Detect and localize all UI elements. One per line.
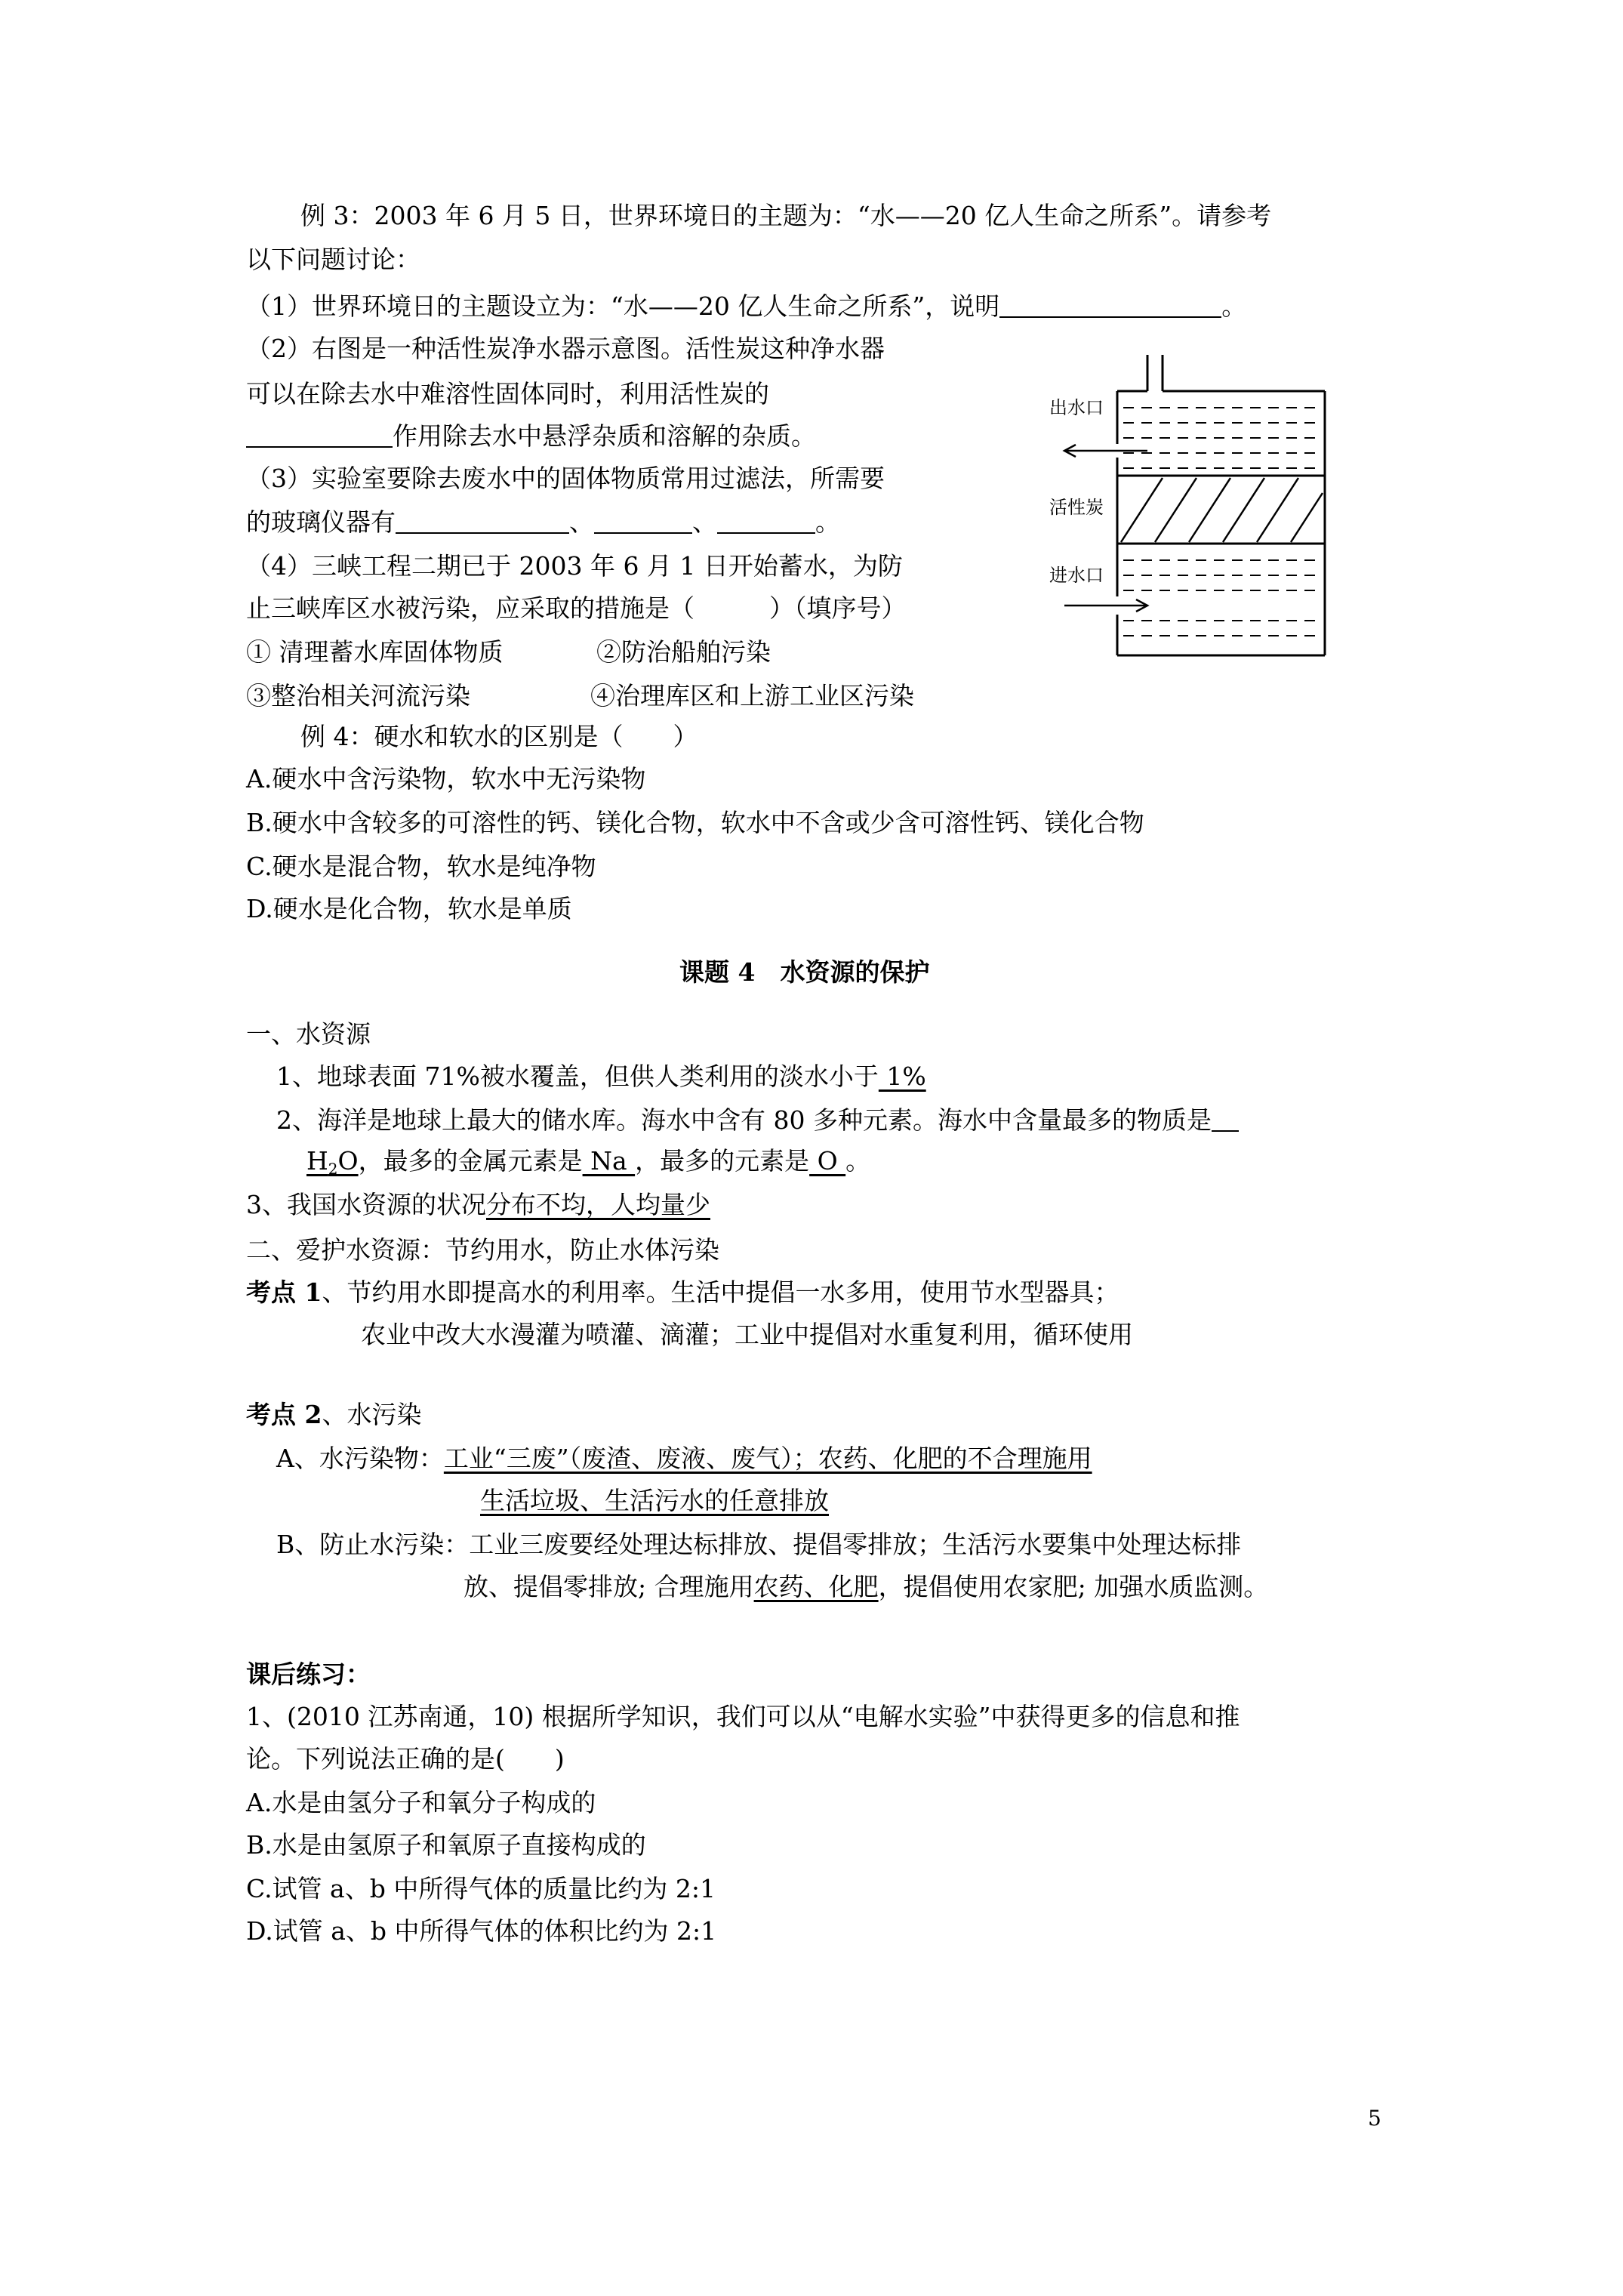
ex4-option-a: A.硬水中含污染物，软水中无污染物: [246, 764, 646, 794]
formula-h: H: [306, 1146, 328, 1176]
topic4-kaodian-1-line1: [246, 1276, 1119, 1309]
ex3-intro-line2: 以下问题讨论：: [246, 245, 420, 274]
topic4-section-2: 二、爱护水资源：节约用水，防止水体污染: [246, 1235, 719, 1265]
lower-water-layer: [1123, 560, 1321, 636]
topic4-point-2-mid1: ，最多的金属元素是: [358, 1146, 583, 1176]
ex3-q4-line1: （4）三峡工程二期已于 2003 年 6 月 1 日开始蓄水，为防: [246, 551, 903, 581]
ex3-q3-period: 。: [815, 507, 840, 537]
practice-q1-line2: 论。下列说法正确的是( ): [246, 1744, 565, 1774]
practice-title: 课后练习：: [246, 1660, 371, 1689]
ex3-q2-line3: [246, 420, 816, 453]
kaodian-2-text: 、水污染: [322, 1400, 422, 1429]
practice-option-c: C.试管 a、b 中所得气体的质量比约为 2:1: [246, 1874, 716, 1903]
topic4-point-2-line1: [276, 1104, 1239, 1137]
ex3-q2-line2: 可以在除去水中难溶性固体同时，利用活性炭的: [246, 379, 769, 408]
ex4-option-b: B.硬水中含较多的可溶性的钙、镁化合物，软水中不含或少含可溶性钙、镁化合物: [246, 808, 1144, 837]
topic4-title: 课题 4 水资源的保护: [679, 957, 930, 987]
ex3-q3-sep-2: 、: [692, 507, 717, 537]
ex3-q2-line3-text: 作用除去水中悬浮杂质和溶解的杂质。: [393, 421, 816, 451]
topic4-point-2-mid2: ，最多的元素是: [635, 1146, 810, 1176]
ex3-option-3: ③整治相关河流污染: [246, 681, 470, 710]
kaodian-2-label: 考点 2: [246, 1400, 322, 1429]
ex4-question: 例 4：硬水和软水的区别是（ ）: [300, 722, 698, 751]
topic4-point-3-text: 3、我国水资源的状况: [246, 1190, 486, 1219]
practice-option-d: D.试管 a、b 中所得气体的体积比约为 2:1: [246, 1916, 717, 1946]
topic4-point-3: [246, 1188, 710, 1222]
outlet-arrow: [1064, 445, 1147, 457]
formula-sub: 2: [328, 1160, 338, 1178]
ex3-q3-line1: （3）实验室要除去废水中的固体物质常用过滤法，所需要: [246, 464, 885, 493]
topic4-point-1-answer: 1%: [878, 1062, 926, 1091]
pollutants-line1-text: 工业“三废”（废渣、废液、废气）；农药、化肥的不合理施用: [443, 1444, 1092, 1473]
ex3-q1-text: （1）世界环境日的主题设立为：“水——20 亿人生命之所系”，说明: [246, 291, 1000, 321]
topic4-point-2-text: 2、海洋是地球上最大的储水库。海水中含有 80 多种元素。海水中含量最多的物质是: [276, 1105, 1212, 1135]
outlet-label: 出水口: [1049, 397, 1104, 418]
pollutants-label: A、水污染物：: [276, 1444, 444, 1473]
practice-option-a: A.水是由氢分子和氧分子构成的: [246, 1788, 596, 1817]
prevention-line2-post: ，提倡使用农家肥; 加强水质监测。: [878, 1572, 1269, 1601]
ex4-option-d: D.硬水是化合物，软水是单质: [246, 894, 572, 923]
topic4-section-1: 一、水资源: [246, 1019, 371, 1049]
topic4-water-formula: [306, 1146, 359, 1176]
carbon-label: 活性炭: [1049, 497, 1104, 518]
practice-q1-line1: 1、(2010 江苏南通，10) 根据所学知识，我们可以从“电解水实验”中获得更多的信息和推: [246, 1702, 1240, 1731]
ex3-q3-blank-1[interactable]: [396, 510, 569, 534]
topic4-metal-answer: Na: [582, 1146, 636, 1176]
inlet-arrow: [1064, 599, 1147, 612]
ex3-option-4: ④治理库区和上游工业区污染: [590, 681, 914, 710]
topic4-kaodian-1-line2: 农业中改大水漫灌为喷灌、滴灌；工业中提倡对水重复利用，循环使用: [361, 1320, 1133, 1349]
upper-water-layer: [1123, 408, 1321, 468]
ex3-q3-blank-2[interactable]: [594, 510, 692, 534]
ex3-q3-line2: [246, 506, 840, 539]
topic4-element-answer: O: [809, 1146, 846, 1176]
ex3-q3-blank-3[interactable]: [717, 510, 815, 534]
topic4-point-3-answer: 分布不均，人均量少: [486, 1190, 710, 1219]
topic4-kaodian-2: [246, 1398, 421, 1432]
topic4-point-2-end: 。: [845, 1146, 871, 1176]
topic4-point-2-line2: [306, 1145, 870, 1185]
topic4-point-1-text: 1、地球表面 71%被水覆盖，但供人类利用的淡水小于: [276, 1062, 879, 1091]
prevention-line2-pre: 放、提倡零排放; 合理施用: [463, 1572, 754, 1601]
kaodian-1-label: 考点 1: [246, 1277, 322, 1307]
topic4-prevention-line2: [463, 1570, 1268, 1604]
practice-option-b: B.水是由氢原子和氧原子直接构成的: [246, 1830, 646, 1860]
ex3-option-1: ① 清理蓄水库固体物质: [246, 637, 504, 667]
inlet-label: 进水口: [1049, 565, 1104, 586]
topic4-pollutants-line1: [276, 1442, 1092, 1475]
prevention-line2-underlined: 农药、化肥: [753, 1572, 879, 1601]
ex3-q2-line1: （2）右图是一种活性炭净水器示意图。活性炭这种净水器: [246, 334, 885, 363]
formula-o: O: [337, 1146, 359, 1176]
ex3-q1-end: 。: [1221, 291, 1247, 321]
ex3-q2-blank[interactable]: [246, 424, 393, 448]
page-number: 5: [1368, 2106, 1381, 2131]
ex3-option-2: ②防治船舶污染: [596, 637, 771, 667]
ex3-q3-line2-text: 的玻璃仪器有: [246, 507, 396, 537]
topic4-prevention-line1: B、防止水污染：工业三废要经处理达标排放、提倡零排放；生活污水要集中处理达标排: [276, 1530, 1242, 1559]
topic4-pollutants-line2: [480, 1484, 829, 1518]
ex3-q1: [246, 290, 1246, 323]
ex3-q4-line2: 止三峡库区水被污染，应采取的措施是（ ）（填序号）: [246, 593, 907, 623]
ex3-q1-blank[interactable]: [999, 294, 1221, 318]
pollutants-line2-text: 生活垃圾、生活污水的任意排放: [480, 1486, 829, 1515]
activated-carbon-layer: [1117, 476, 1325, 544]
water-purifier-diagram: [1042, 355, 1359, 672]
topic4-point-1: [276, 1060, 926, 1093]
ex3-intro-line1: 例 3：2003 年 6 月 5 日，世界环境日的主题为：“水——20 亿人生命之所系”。请参考: [300, 201, 1272, 230]
ex4-option-c: C.硬水是混合物，软水是纯净物: [246, 852, 596, 881]
topic4-point-2-blank-start: [1212, 1108, 1239, 1132]
ex3-q3-sep-1: 、: [569, 507, 594, 537]
kaodian-1-text: 、节约用水即提高水的利用率。生活中提倡一水多用，使用节水型器具；: [322, 1277, 1119, 1307]
